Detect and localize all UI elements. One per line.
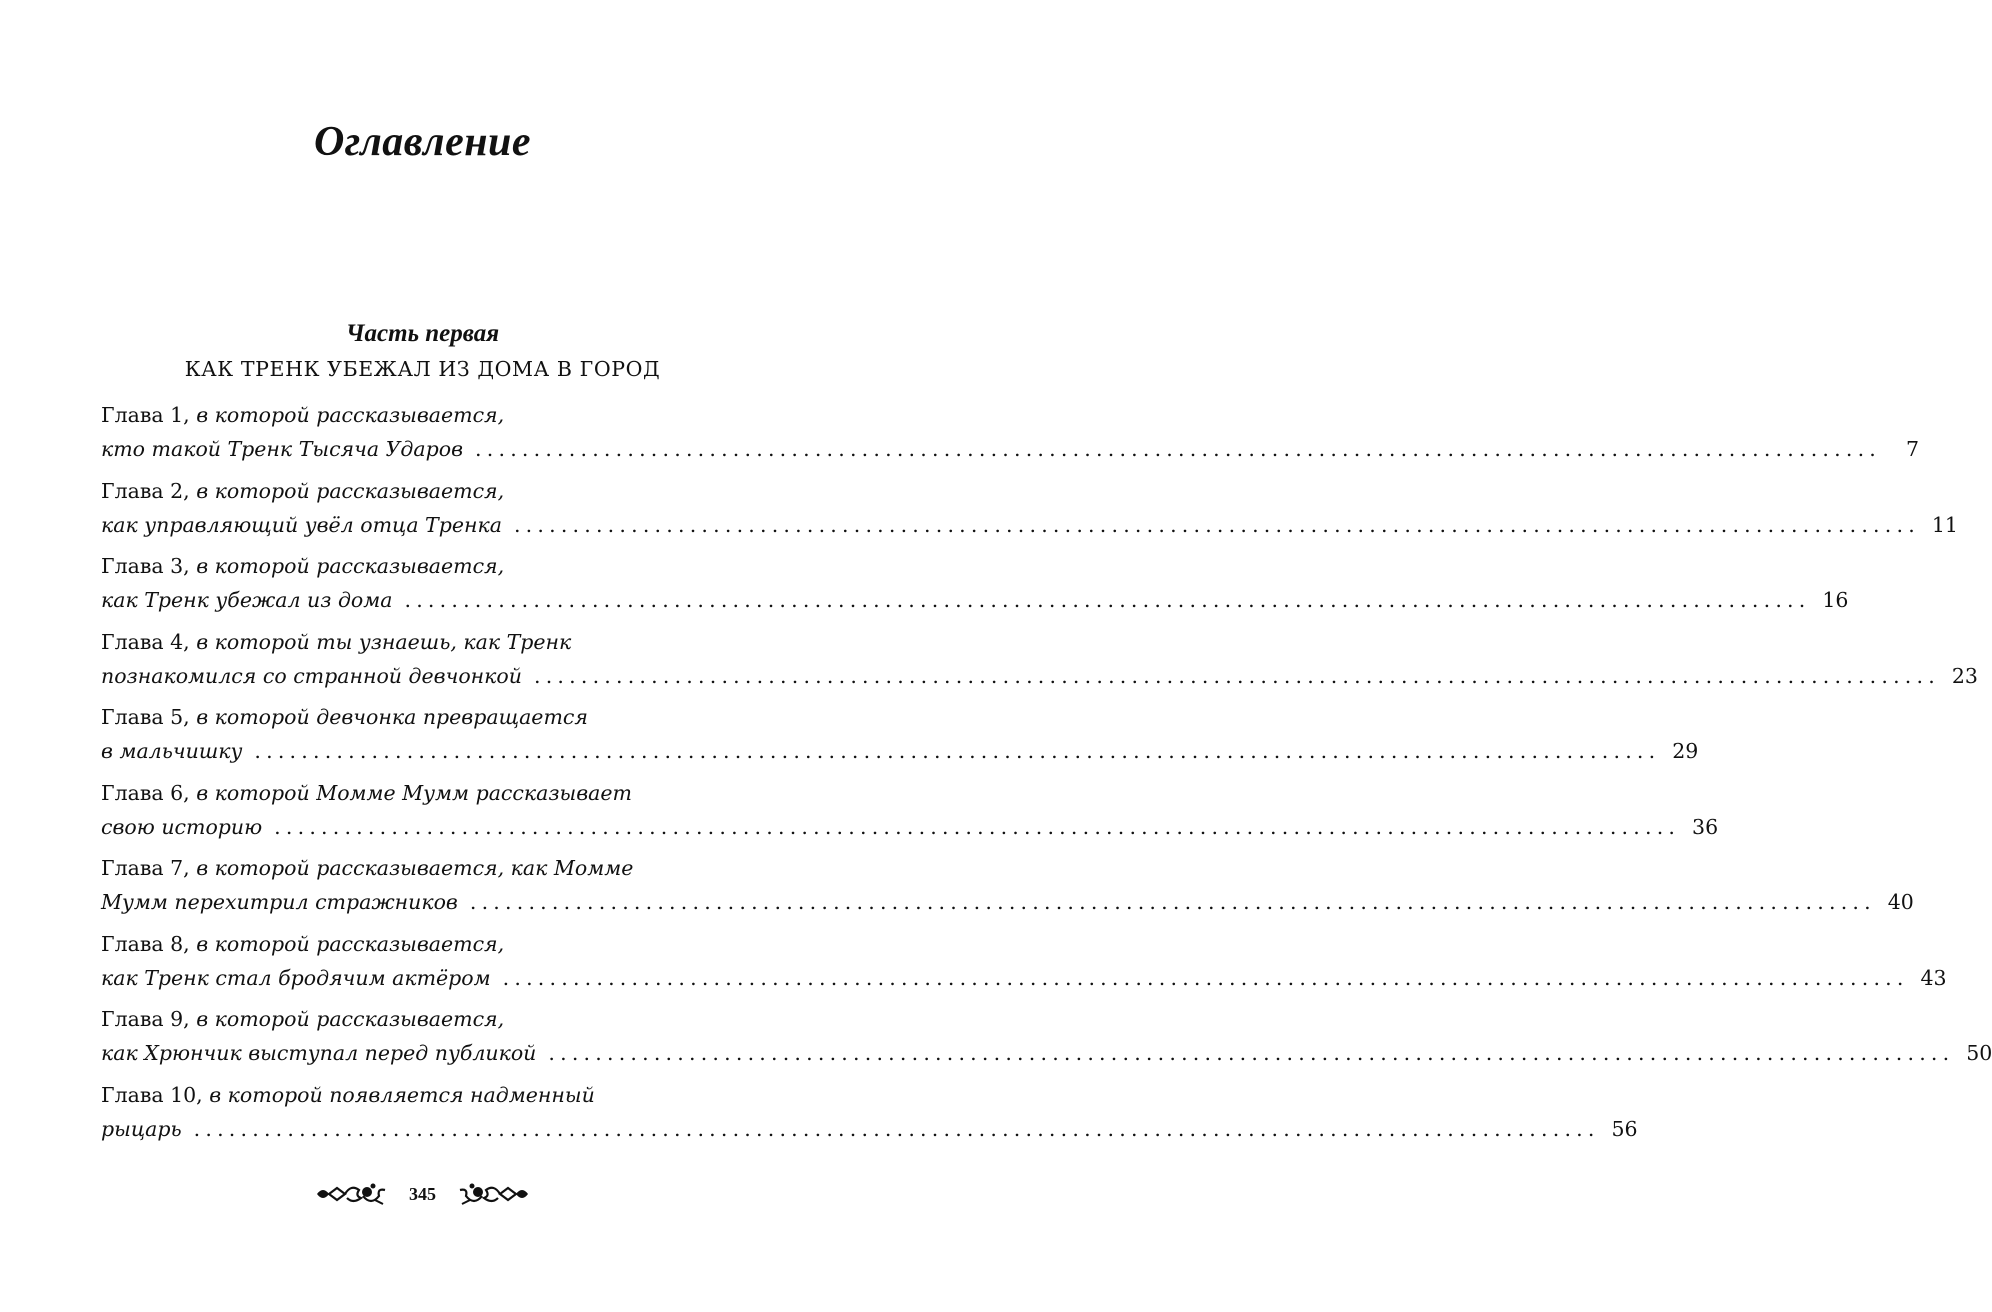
toc-entry[interactable] (101, 474, 1958, 550)
chapter-title-line2: свою историю (101, 814, 263, 839)
toc-entry[interactable] (101, 1078, 1638, 1154)
chapter-title-line2: рыцарь (101, 1116, 182, 1141)
chapter-title-line1: в которой рассказывается, как Момме (196, 856, 634, 880)
ornament-left-icon (315, 1180, 387, 1208)
part-title: КАК ТРЕНК УБЕЖАЛ ИЗ ДОМА В ГОРОД (184, 357, 661, 381)
chapter-title-line1: в которой рассказывается, (196, 403, 505, 427)
chapter-title-line2: Мумм перехитрил стражников (101, 890, 458, 914)
leader-dots: ........................................................................................................................ (193, 1116, 1600, 1141)
chapter-title-line1: в которой появляется надменный (209, 1082, 595, 1107)
chapter-title-line1: в которой рассказывается, (196, 478, 505, 503)
chapter-label: Глава 9, (101, 1007, 190, 1031)
chapter-title-line1: в которой рассказывается, (196, 554, 505, 578)
chapter-label: Глава 7, (101, 856, 190, 880)
chapter-label: Глава 10, (101, 1082, 203, 1107)
page-number: 16 (1822, 588, 1849, 612)
leader-dots: ........................................................................................................................ (548, 1041, 1955, 1065)
chapter-title-line2: как Хрюнчик выступал перед публикой (101, 1041, 537, 1065)
chapter-label: Глава 8, (101, 931, 190, 956)
chapter-label: Глава 6, (101, 780, 190, 805)
chapter-label: Глава 1, (101, 403, 190, 427)
chapter-title-line2: как управляющий увёл отца Тренка (101, 512, 502, 537)
chapter-label: Глава 5, (101, 705, 190, 729)
chapter-label: Глава 3, (101, 554, 190, 578)
leader-dots: ........................................................................................................................ (274, 814, 1681, 839)
page-number: 36 (1692, 814, 1719, 839)
leader-dots: ........................................................................................................................ (254, 739, 1661, 763)
page-number: 23 (1951, 663, 1978, 688)
chapter-title-line1: в которой ты узнаешь, как Тренк (196, 629, 572, 654)
page-number: 50 (1966, 1041, 1992, 1065)
page-number: 7 (1905, 437, 1920, 461)
chapter-title-line1: в которой Момме Мумм рассказывает (196, 780, 632, 805)
toc-entry[interactable] (101, 549, 1849, 625)
chapter-title-line1: в которой девчонка превращается (196, 705, 588, 729)
leader-dots: ........................................................................................................................ (513, 512, 1920, 537)
table-of-contents (101, 398, 1992, 1153)
chapter-title-line1: в которой рассказывается, (196, 1007, 505, 1031)
toc-entry[interactable] (101, 625, 1978, 701)
toc-entry[interactable] (101, 851, 1914, 927)
chapter-label: Глава 4, (101, 629, 190, 654)
chapter-title-line2: как Тренк убежал из дома (101, 588, 393, 612)
page-footer (0, 1176, 845, 1212)
page-number: 43 (1920, 965, 1947, 990)
page-title: Оглавление (313, 119, 532, 165)
leader-dots: ........................................................................................................................ (404, 588, 1811, 612)
toc-entry[interactable] (101, 1002, 1992, 1078)
part-header (0, 316, 845, 386)
chapter-title-line2: кто такой Тренк Тысяча Ударов (101, 437, 464, 461)
chapter-title-line1: в которой рассказывается, (196, 931, 505, 956)
page-folio: 345 (409, 1183, 436, 1204)
page-number: 56 (1611, 1116, 1638, 1141)
chapter-title-line2: познакомился со странной девчонкой (101, 663, 522, 688)
chapter-title-line2: в мальчишку (101, 739, 243, 763)
leader-dots: ........................................................................................................................ (502, 965, 1909, 990)
toc-entry[interactable] (101, 776, 1719, 852)
toc-entry[interactable] (101, 398, 1920, 474)
page-number: 40 (1887, 890, 1914, 914)
part-label: Часть первая (345, 320, 500, 347)
leader-dots: ........................................................................................................................ (475, 437, 1882, 461)
leader-dots: ........................................................................................................................ (469, 890, 1876, 914)
leader-dots: ........................................................................................................................ (533, 663, 1940, 688)
chapter-title-line2: как Тренк стал бродячим актёром (101, 965, 491, 990)
ornament-right-icon (458, 1180, 530, 1208)
toc-entry[interactable] (101, 927, 1947, 1003)
chapter-label: Глава 2, (101, 478, 190, 503)
toc-entry[interactable] (101, 700, 1699, 776)
page-number: 29 (1672, 739, 1699, 763)
page-number: 11 (1931, 512, 1958, 537)
